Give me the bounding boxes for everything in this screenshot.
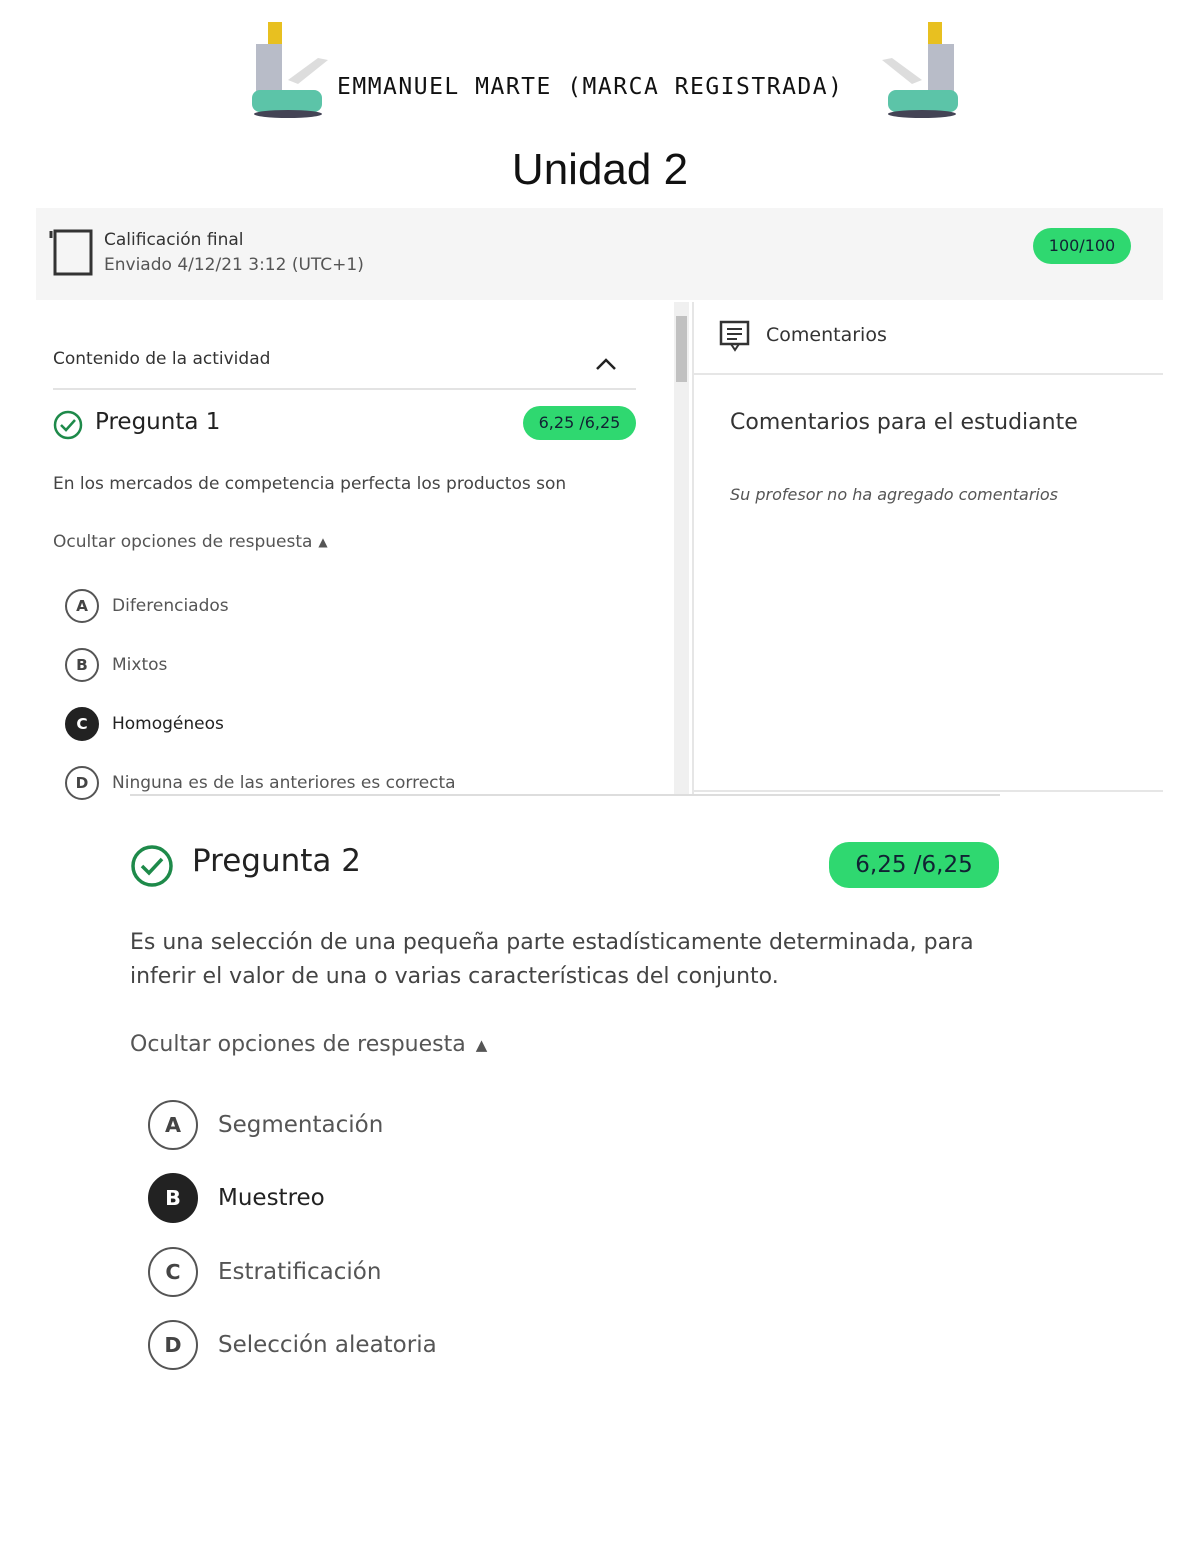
chevron-up-icon[interactable] bbox=[595, 356, 617, 372]
option-text: Homogéneos bbox=[112, 713, 224, 734]
comments-heading: Comentarios para el estudiante bbox=[730, 410, 1078, 435]
question-1-text: En los mercados de competencia perfecta los productos son bbox=[53, 474, 567, 494]
divider bbox=[692, 302, 694, 795]
option-text: Muestreo bbox=[218, 1185, 325, 1212]
person-laptop-logo bbox=[248, 20, 328, 120]
option-letter-badge: D bbox=[65, 766, 99, 800]
comments-empty: Su profesor no ha agregado comentarios bbox=[730, 485, 1058, 504]
grade-bar bbox=[36, 208, 1163, 300]
question-1-options bbox=[65, 576, 456, 812]
comments-tab[interactable]: Comentarios bbox=[766, 324, 887, 346]
option-text: Segmentación bbox=[218, 1111, 384, 1138]
option-letter-badge: B bbox=[148, 1173, 198, 1223]
question-1-title: Pregunta 1 bbox=[95, 409, 221, 435]
check-circle-icon bbox=[130, 844, 176, 888]
scrollbar[interactable] bbox=[674, 302, 689, 795]
person-laptop-logo bbox=[882, 20, 962, 120]
option-letter-badge: C bbox=[65, 707, 99, 741]
option-text: Diferenciados bbox=[112, 595, 229, 616]
option-letter-badge: A bbox=[65, 589, 99, 623]
hide-options-toggle[interactable] bbox=[53, 532, 328, 552]
answer-option bbox=[148, 1088, 437, 1162]
toggle-label: Ocultar opciones de respuesta bbox=[53, 532, 313, 552]
option-letter-badge: D bbox=[148, 1320, 198, 1370]
chevron-up-icon: ▲ bbox=[318, 535, 328, 549]
divider bbox=[694, 790, 1163, 792]
brand-text: EMMANUEL MARTE (MARCA REGISTRADA) bbox=[337, 74, 844, 100]
option-letter-badge: C bbox=[148, 1247, 198, 1297]
page-title: Unidad 2 bbox=[511, 145, 689, 194]
option-letter-badge: A bbox=[148, 1100, 198, 1150]
question-2-options bbox=[148, 1088, 437, 1382]
hide-options-toggle[interactable] bbox=[130, 1032, 487, 1057]
check-circle-icon bbox=[53, 410, 83, 440]
final-score-badge: 100/100 bbox=[1033, 228, 1131, 264]
question-2-text: Es una selección de una pequeña parte estadísticamente determinada, para inferir el valor de una o varias características del conjunto. bbox=[130, 930, 974, 989]
answer-option bbox=[65, 694, 456, 753]
question-2-title: Pregunta 2 bbox=[192, 843, 361, 879]
option-text: Ninguna es de las anteriores es correcta bbox=[112, 772, 456, 793]
divider bbox=[53, 388, 636, 390]
grade-label: Calificación final bbox=[104, 230, 244, 250]
document-icon bbox=[49, 228, 95, 278]
answer-option bbox=[65, 635, 456, 694]
chevron-up-icon: ▲ bbox=[475, 1035, 488, 1054]
answer-option bbox=[148, 1309, 437, 1383]
answer-option bbox=[148, 1162, 437, 1236]
question-1-score: 6,25 /6,25 bbox=[523, 406, 636, 440]
answer-option bbox=[148, 1235, 437, 1309]
option-text: Estratificación bbox=[218, 1258, 382, 1285]
divider bbox=[130, 794, 1000, 796]
answer-option bbox=[65, 576, 456, 635]
activity-heading: Contenido de la actividad bbox=[53, 349, 271, 369]
option-text: Mixtos bbox=[112, 654, 168, 675]
option-letter-badge: B bbox=[65, 648, 99, 682]
submitted-date: Enviado 4/12/21 3:12 (UTC+1) bbox=[104, 255, 364, 275]
answer-option bbox=[65, 753, 456, 812]
divider bbox=[694, 373, 1163, 375]
comment-icon bbox=[719, 320, 751, 352]
toggle-label: Ocultar opciones de respuesta bbox=[130, 1032, 466, 1057]
question-2-score: 6,25 /6,25 bbox=[829, 842, 999, 888]
option-text: Selección aleatoria bbox=[218, 1332, 437, 1359]
